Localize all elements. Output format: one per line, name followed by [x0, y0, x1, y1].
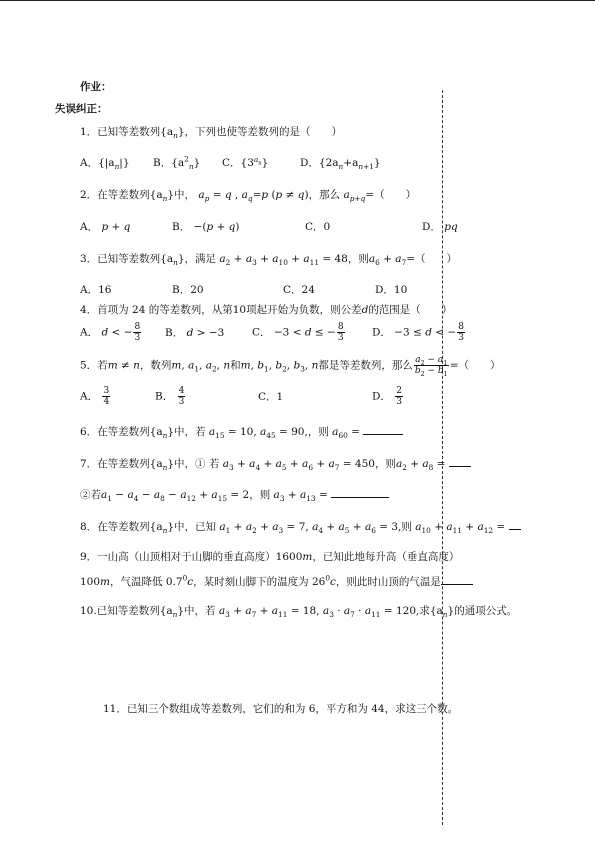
q1-option-c: C．$\{3^{a_n}\}$: [222, 154, 269, 169]
q3-option-a: A．16: [80, 284, 112, 296]
question-6: 6．在等差数列$\{a_n\}$中，若 $a_{15} = 10$, $a_{45} = 90$,，则 $a_{60}$ =: [80, 424, 403, 439]
corrections-heading: 失误纠正：: [55, 103, 108, 115]
q2-option-b: B． −(p + q): [172, 221, 240, 233]
q1-option-b: B．$\{a^2_n\}$: [153, 154, 201, 172]
question-7-part-2: ②若$a_1 - a_4 - a_8 - a_{12} + a_{15} = 2$，则 $a_3 + a_{13}$ =: [80, 487, 389, 502]
q1-option-d: D．$\{2a_n+a_{n+1}\}$: [300, 157, 381, 172]
q3-option-c: C．24: [283, 284, 315, 296]
question-9-line-2: 100m，气温降低 $0.7^0c$，某时刻山脚下的温度为 $26^0c$，则此时山顶的气温是: [80, 574, 473, 589]
question-9: 9．一山高（山顶相对于山脚的垂直高度）1600m，已知此地每升高（垂直高度）: [80, 551, 460, 563]
question-4: 4．首项为 24 的等差数列，从第10项起开始为负数，则公差d的范围是（ ）: [80, 304, 453, 316]
question-3: 3．已知等差数列$\{a_n\}$，满足 $a_2 + a_3 + a_{10} + a_{11} = 48$，则$a_6 + a_7=$（ ）: [80, 253, 458, 268]
q4-option-c: C． −3 < d ≤ − $\frac{8}{3}$: [252, 322, 344, 343]
question-8: 8．在等差数列$\{a_n\}$中，已知 $a_1 + a_2 + a_3 = 7$, $a_4 + a_5 + a_6 = 3$,则 $a_{10} + a_{11} + a_{12}$ =: [80, 519, 521, 534]
q3-option-b: B．20: [172, 284, 204, 296]
question-7: 7．在等差数列$\{a_n\}$中，① 若 $a_3 + a_4 + a_5 + a_6 + a_7 = 450$，则$a_2 + a_8$ =: [80, 456, 471, 471]
q4-option-a: A． d < − $\frac{8}{3}$: [80, 322, 141, 343]
question-1: 1．已知等差数列$\{a_n\}$，下列也使等差数列的是（ ）: [80, 126, 343, 141]
question-5: 5．若m ≠ n，数列m, $a_1$, $a_2$, n和m, $b_1$, $b_2$, $b_3$, n都是等差数列，那么 $\frac{a_2 - a_1}{b_2 - b_1}$ =（ ）: [80, 355, 501, 378]
question-2: 2．在等差数列$\{a_n\}$中， $a_p = q$ , $a_q=p$ (p ≠ q)，那么 $a_{p+q}=$（ ）: [80, 189, 417, 204]
question-10: 10.已知等差数列$\{a_n\}$中，若 $a_3 + a_7 + a_{11} = 18$, $a_3 \cdot a_7 \cdot a_{11} = 120$,求$\{a_n\}$的通项公式。: [80, 605, 518, 620]
q1-option-a: A．$\{|a_n|\}$: [80, 157, 130, 172]
q5-option-b: B． $\frac{4}{3}$: [155, 386, 185, 407]
q2-option-d: D． pq: [422, 221, 458, 233]
q2-option-a: A． p + q: [80, 221, 131, 233]
q4-option-d: D． −3 ≤ d < − $\frac{8}{3}$: [372, 322, 464, 343]
q5-option-c: C．1: [258, 391, 284, 403]
q2-option-c: C．0: [305, 221, 331, 233]
q5-option-d: D． $\frac{2}{3}$: [372, 386, 402, 407]
q4-option-b: B． d > −3: [165, 327, 225, 339]
question-11: 11．已知三个数组成等差数列，它们的和为 6，平方和为 44，求这三个数。: [103, 703, 459, 715]
q5-option-a: A． $\frac{3}{4}$: [80, 386, 110, 407]
homework-heading: 作业：: [80, 81, 112, 93]
q3-option-d: D．10: [375, 284, 408, 296]
top-rule: [0, 0, 595, 1]
